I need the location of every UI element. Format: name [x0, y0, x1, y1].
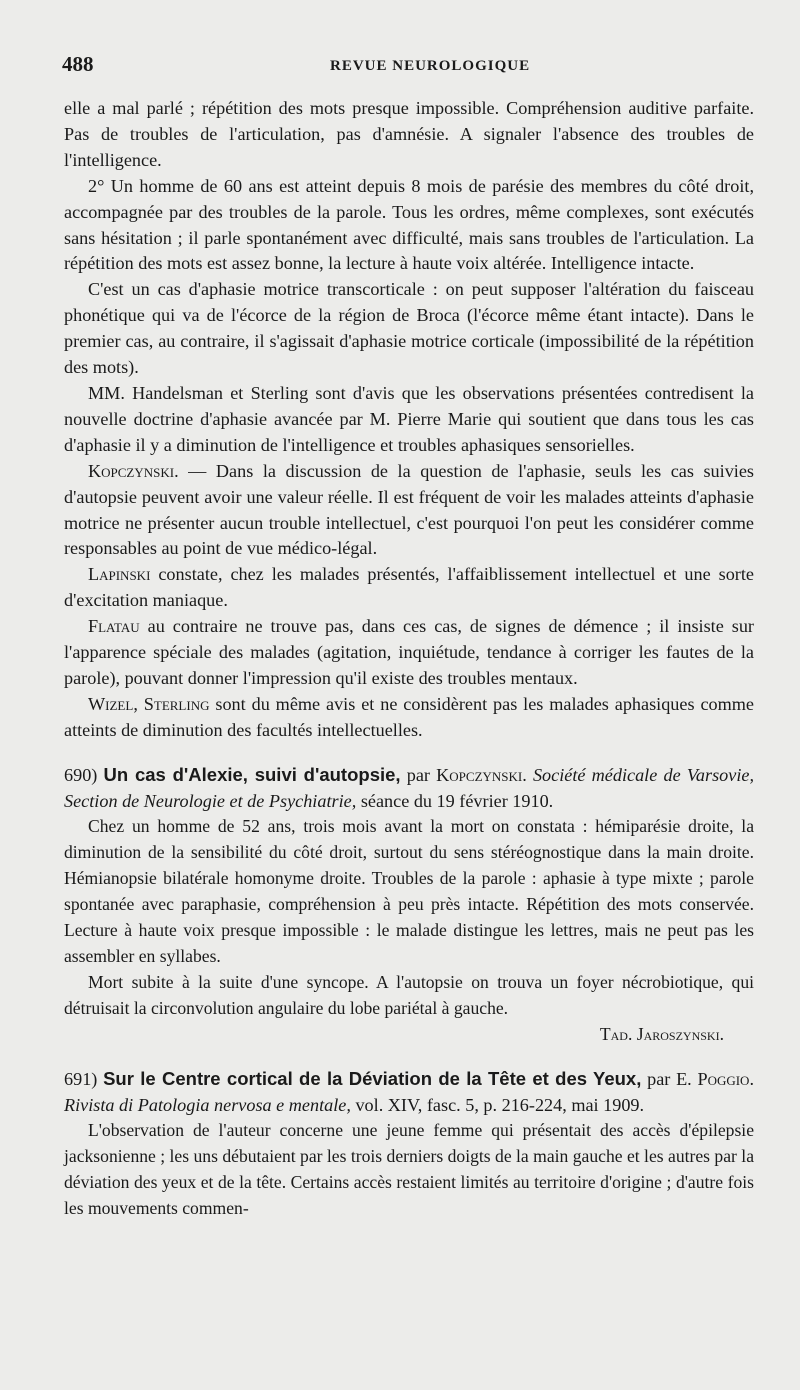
paragraph-lapinski [64, 562, 754, 614]
speaker-text: — Dans la discussion de la question de l'aphasie, seuls les cas suivies d'autopsie peuvent avoir une valeur réelle. Il est fréquent de voir les malades atteints d'aphasie motrice ne présenter aucun trouble intellectuel, c'est pourquoi l'on peut les considérer comme responsables au point de vue médico-légal. [64, 460, 754, 559]
abstract-691-heading [64, 1066, 754, 1119]
article-details: vol. XIV, fasc. 5, p. 216-224, mai 1909. [350, 1094, 645, 1115]
speaker-text: sont du même avis et ne considèrent pas les malades aphasiques comme atteints de diminution des facultés intellectuelles. [64, 693, 754, 740]
speaker-name: Lapinski [88, 564, 151, 585]
page-header [62, 52, 752, 82]
abstract-number: 690) [64, 764, 98, 785]
paragraph-interpretation: C'est un cas d'aphasie motrice transcorticale : on peut supposer l'altération du faisceau phonétique qui va de l'écorce de la région de Broca (l'écorce même étant intacte). Dans le premier cas, au contraire, il s'agissait d'aphasie motrice corticale (impossibilité de la répétition des mots). [64, 279, 754, 378]
page-body [64, 96, 754, 1222]
abstract-number: 691) [64, 1068, 98, 1089]
abstract-paragraph: Chez un homme de 52 ans, trois mois avant la mort on constata : hémiparésie droite, la diminution de la sensibilité du côté droit, surtout du sens stéréognostique dans la main droite. Hémianopsie bilatérale homonyme droite. Troubles de la parole : aphasie à type mixte ; parole spontanée avec paraphasie, compréhension à peu près intacte. Répétition des mots conservée. Lecture à haute voix presque impossible : le malade distingue les lettres, mais ne peut pas les assembler en syllabes. [64, 816, 754, 966]
speaker-name: Flatau [88, 616, 140, 637]
speaker-text: constate, chez les malades présentés, l'affaiblissement intellectuel et une sorte d'excitation maniaque. [64, 564, 754, 611]
abstract-paragraph: L'observation de l'auteur concerne une jeune femme qui présentait des accès d'épilepsie jacksonienne ; les uns débutaient par les trois derniers doigts de la main gauche et les autres par la déviation des yeux et de la tête. Certains accès restaient limités au territoire d'origine ; d'autre fois les mouvements commen- [64, 1120, 754, 1219]
abstract-690-heading [64, 762, 754, 815]
article-source: Société médicale de Varsovie, Section de Neurologie et de Psychiatrie, [64, 764, 754, 811]
article-author: Kopczynski. [436, 764, 527, 785]
paragraph-handelsman-sterling: MM. Handelsman et Sterling sont d'avis que les observations présentées contredisent la nouvelle doctrine d'aphasie avancée par M. Pierre Marie qui soutient que dans tous les cas d'aphasie il y a diminution de l'intelligence et troubles aphasiques sensorielles. [64, 382, 754, 455]
article-journal: Rivista di Patologia nervosa e mentale, [64, 1094, 351, 1115]
running-head: REVUE NEUROLOGIQUE [330, 58, 531, 74]
paragraph-kopczynski [64, 459, 754, 563]
by-word: par [641, 1068, 677, 1089]
paragraph-wizel-sterling [64, 692, 754, 744]
article-author: E. Poggio. [676, 1068, 754, 1089]
paragraph-case-2: 2° Un homme de 60 ans est atteint depuis 8 mois de parésie des membres du côté droit, accompagnée par des troubles de la parole. Tous les ordres, même complexes, sont exécutés sans hésitation ; il parle spontanément avec difficulté, mais sans troubles de l'articulation. La répétition des mots est assez bonne, la lecture à haute voix altérée. Intelligence intacte. [64, 175, 754, 274]
speaker-name: Wizel, Sterling [88, 693, 210, 714]
abstract-691-body [64, 1118, 754, 1222]
article-date: séance du 19 février 1910. [356, 790, 554, 811]
page-number: 488 [62, 52, 94, 76]
article-title: Un cas d'Alexie, suivi d'autopsie, [103, 763, 401, 785]
article-title: Sur le Centre cortical de la Déviation de la Tête et des Yeux, [103, 1067, 642, 1089]
speaker-text: au contraire ne trouve pas, dans ces cas, de signes de démence ; il insiste sur l'apparence spéciale des malades (agitation, inquiétude, tendance à corriger les fautes de la parole), pouvant donner l'impression qu'il existe des troubles mentaux. [64, 616, 754, 688]
abstract-signature: Tad. Jaroszynski. [599, 1023, 724, 1044]
speaker-name: Kopczynski. [88, 460, 179, 481]
by-word: par [400, 764, 437, 785]
paragraph-continued: elle a mal parlé ; répétition des mots presque impossible. Compréhension auditive parfaite. Pas de troubles de l'articulation, pas d'amnésie. A signaler l'absence des troubles de l'intelligence. [64, 98, 754, 170]
paragraph-flatau [64, 614, 754, 692]
abstract-paragraph: Mort subite à la suite d'une syncope. A l'autopsie on trouva un foyer nécrobiotique, qui détruisait la circonvolution angulaire du lobe pariétal à gauche. [64, 971, 754, 1018]
abstract-690-body [64, 814, 754, 1047]
